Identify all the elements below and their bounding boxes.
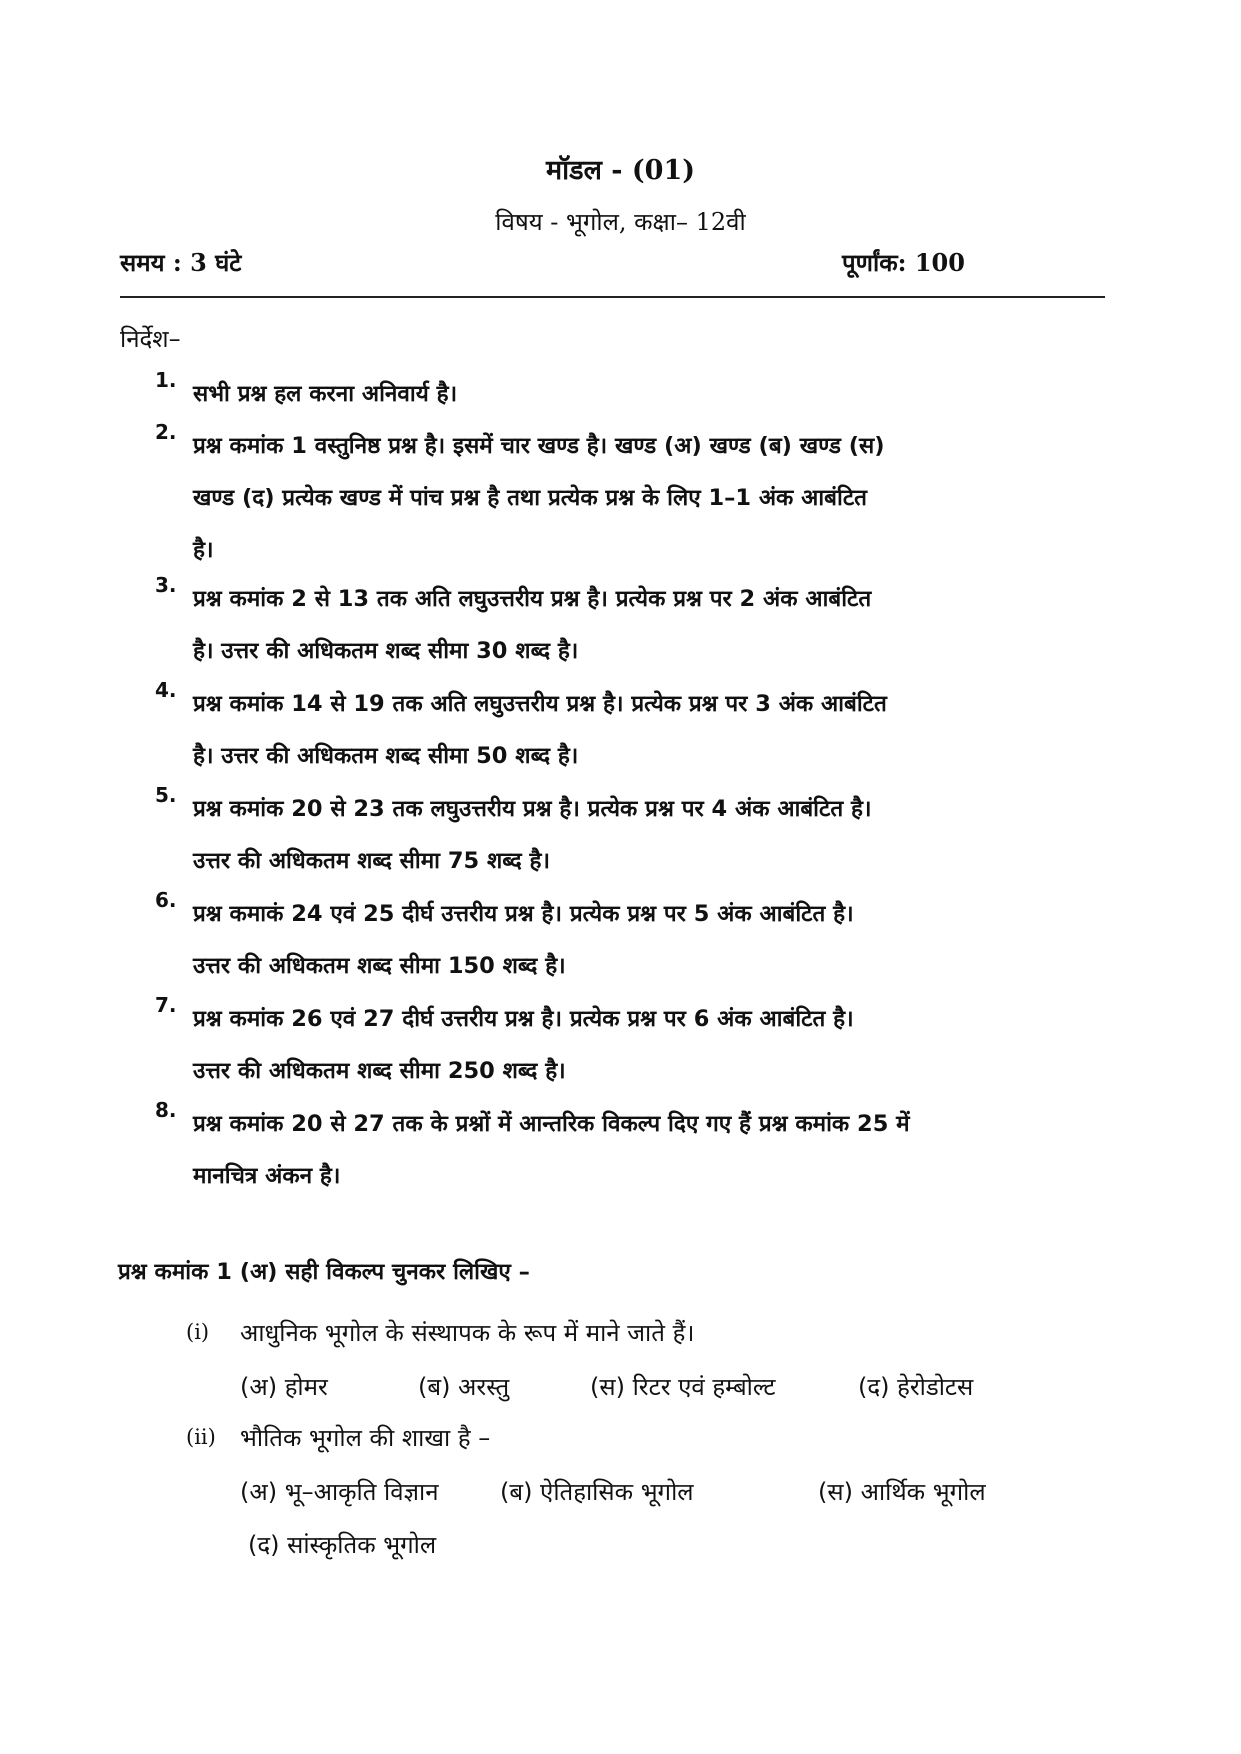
instruction-line: प्रश्न कमांक 20 से 27 तक के प्रश्नों में आन्तरिक विकल्प दिए गए हैं प्रश्न कमांक 25 में xyxy=(193,1111,910,1137)
instruction-line: प्रश्न कमांक 1 वस्तुनिष्ठ प्रश्न है। इसमें चार खण्ड है। खण्ड (अ) खण्ड (ब) खण्ड (स) xyxy=(193,433,885,459)
instruction-line: उत्तर की अधिकतम शब्द सीमा 250 शब्द है। xyxy=(193,1058,566,1084)
instruction-line: खण्ड (द) प्रत्येक खण्ड में पांच प्रश्न है तथा प्रत्येक प्रश्न के लिए 1–1 अंक आबंटित xyxy=(193,485,868,511)
instruction-line: है। उत्तर की अधिकतम शब्द सीमा 30 शब्द है। xyxy=(193,638,579,664)
header-divider xyxy=(120,296,1105,298)
maximum-marks: पूर्णांक: 100 xyxy=(842,248,965,277)
option-d: (द) सांस्कृतिक भूगोल xyxy=(248,1531,437,1559)
instruction-item-1 xyxy=(155,368,1130,420)
instruction-item-7 xyxy=(155,993,1130,1097)
option-c: (स) आर्थिक भूगोल xyxy=(818,1478,986,1506)
instruction-item-5 xyxy=(155,783,1130,887)
instruction-line: प्रश्न कमांक 14 से 19 तक अति लघुउत्तरीय प्रश्न है। प्रत्येक प्रश्न पर 3 अंक आबंटित xyxy=(193,691,887,717)
instruction-item-6 xyxy=(155,888,1130,992)
question-number: (i) xyxy=(186,1320,210,1344)
subject-class-line: विषय - भूगोल, कक्षा– 12वी xyxy=(495,208,746,236)
instruction-line: उत्तर की अधिकतम शब्द सीमा 150 शब्द है। xyxy=(193,953,566,979)
question-number: (ii) xyxy=(186,1425,216,1449)
instruction-item-2 xyxy=(155,420,1130,576)
instruction-line: प्रश्न कमांक 2 से 13 तक अति लघुउत्तरीय प्रश्न है। प्रत्येक प्रश्न पर 2 अंक आबंटित xyxy=(193,586,872,612)
option-a: (अ) होमर xyxy=(240,1373,328,1401)
instruction-number: 1. xyxy=(155,368,177,392)
question-text: आधुनिक भूगोल के संस्थापक के रूप में माने जाते हैं। xyxy=(240,1319,695,1347)
section-heading: प्रश्न कमांक 1 (अ) सही विकल्प चुनकर लिखिए – xyxy=(118,1259,530,1285)
instruction-line: प्रश्न कमांक 20 से 23 तक लघुउत्तरीय प्रश्न है। प्रत्येक प्रश्न पर 4 अंक आबंटित है। xyxy=(193,796,872,822)
instruction-line: प्रश्न कमाकं 24 एवं 25 दीर्घ उत्तरीय प्रश्न है। प्रत्येक प्रश्न पर 5 अंक आबंटित है। xyxy=(193,901,854,927)
option-b: (ब) ऐतिहासिक भूगोल xyxy=(500,1478,694,1506)
instruction-number: 8. xyxy=(155,1098,177,1122)
question-text: भौतिक भूगोल की शाखा है – xyxy=(240,1424,491,1452)
instruction-number: 7. xyxy=(155,993,177,1017)
instruction-number: 6. xyxy=(155,888,177,912)
option-c: (स) रिटर एवं हम्बोल्ट xyxy=(590,1373,776,1401)
instruction-line: मानचित्र अंकन है। xyxy=(193,1163,341,1189)
instruction-number: 4. xyxy=(155,678,177,702)
paper-title: मॉडल - (01) xyxy=(545,155,696,186)
instruction-number: 5. xyxy=(155,783,177,807)
exam-duration: समय : 3 घंटे xyxy=(120,248,242,277)
option-b: (ब) अरस्तु xyxy=(418,1373,510,1401)
instruction-line: प्रश्न कमांक 26 एवं 27 दीर्घ उत्तरीय प्रश्न है। प्रत्येक प्रश्न पर 6 अंक आबंटित है। xyxy=(193,1006,854,1032)
instruction-line: सभी प्रश्न हल करना अनिवार्य है। xyxy=(193,381,458,407)
instruction-number: 3. xyxy=(155,573,177,597)
instruction-item-4 xyxy=(155,678,1130,782)
option-a: (अ) भू–आकृति विज्ञान xyxy=(240,1478,439,1506)
instruction-line: है। xyxy=(193,537,214,563)
option-d: (द) हेरोडोटस xyxy=(858,1373,974,1401)
instructions-heading: निर्देश– xyxy=(120,325,181,353)
instruction-line: उत्तर की अधिकतम शब्द सीमा 75 शब्द है। xyxy=(193,848,551,874)
instruction-line: है। उत्तर की अधिकतम शब्द सीमा 50 शब्द है। xyxy=(193,743,579,769)
instruction-number: 2. xyxy=(155,420,177,444)
instruction-item-8 xyxy=(155,1098,1130,1202)
instruction-item-3 xyxy=(155,573,1130,677)
